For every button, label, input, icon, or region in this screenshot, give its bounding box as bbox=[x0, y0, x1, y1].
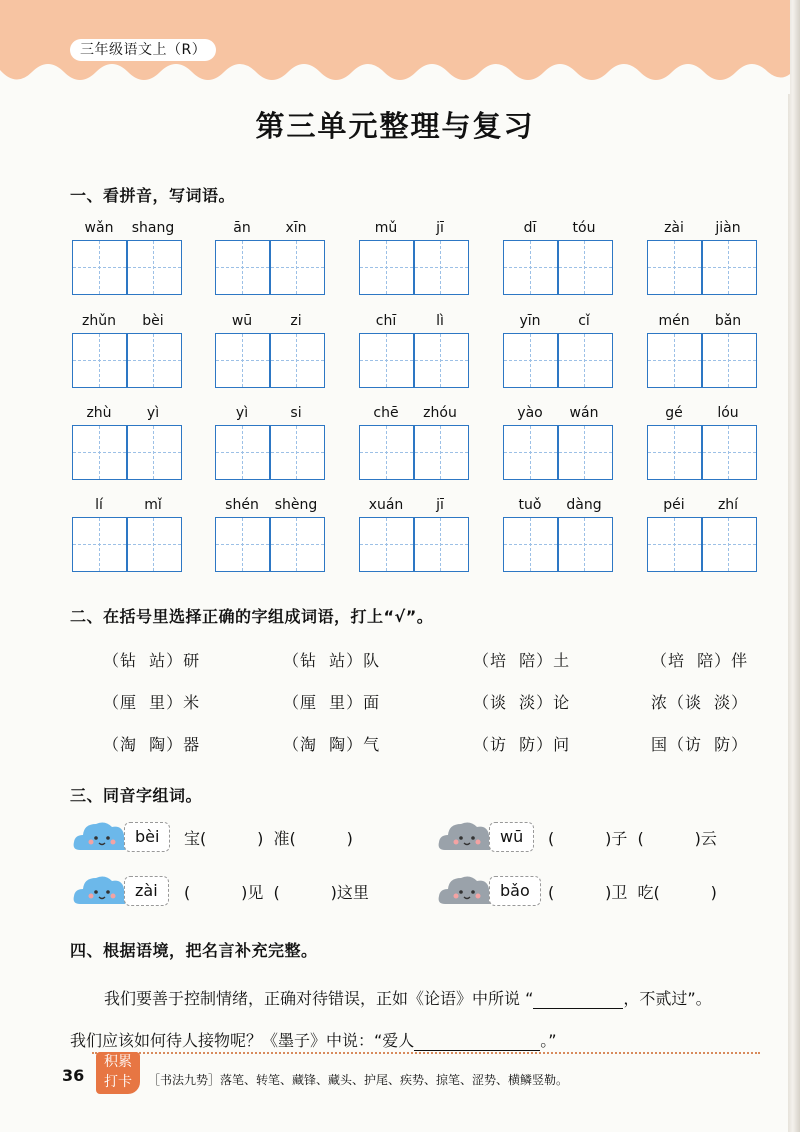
pinyin: cǐ bbox=[578, 313, 590, 329]
pinyin: shén bbox=[225, 497, 259, 513]
pinyin: chē bbox=[373, 405, 399, 421]
divider bbox=[92, 1052, 760, 1054]
section2-heading: 二、在括号里选择正确的字组成词语，打上“√”。 bbox=[70, 607, 434, 626]
pinyin: shèng bbox=[274, 497, 318, 513]
section1-heading: 一、看拼音，写词语。 bbox=[70, 186, 236, 205]
pinyin: zài bbox=[664, 220, 684, 236]
pinyin: péi bbox=[663, 497, 685, 513]
word-box bbox=[503, 219, 613, 294]
choice-item[interactable]: （培 陪）土 bbox=[473, 651, 571, 670]
word-box bbox=[72, 496, 182, 571]
homophone-blanks[interactable]: ( )子 ( )云 bbox=[548, 829, 717, 848]
choice-item[interactable]: （培 陪）伴 bbox=[651, 651, 749, 670]
pinyin: mén bbox=[658, 313, 690, 329]
pinyin: zhóu bbox=[423, 405, 457, 421]
pinyin: yì bbox=[235, 405, 249, 421]
word-box bbox=[503, 496, 613, 571]
pinyin-label: wū bbox=[489, 822, 534, 852]
pinyin: lì bbox=[436, 313, 444, 329]
tianzige-field[interactable] bbox=[215, 425, 325, 480]
pinyin: bǎn bbox=[714, 313, 742, 329]
choice-item[interactable]: 国（访 防） bbox=[651, 735, 749, 754]
pinyin-label: zài bbox=[124, 876, 169, 906]
page-edge bbox=[788, 0, 800, 1132]
choice-item[interactable]: （厘 里）面 bbox=[283, 693, 381, 712]
section3-heading: 三、同音字组词。 bbox=[70, 786, 203, 805]
pinyin: wán bbox=[569, 405, 599, 421]
word-box bbox=[647, 312, 757, 387]
pinyin: gé bbox=[665, 405, 683, 421]
badge-text: 打卡 bbox=[104, 1074, 132, 1090]
pinyin: zhǔn bbox=[82, 313, 116, 329]
pinyin: lí bbox=[95, 497, 103, 513]
pinyin: jī bbox=[436, 497, 444, 513]
tianzige-field[interactable] bbox=[359, 240, 469, 295]
tianzige-field[interactable] bbox=[359, 517, 469, 572]
word-box bbox=[503, 404, 613, 479]
quote-line-2 bbox=[70, 1028, 557, 1051]
section4-heading: 四、根据语境，把名言补充完整。 bbox=[70, 941, 318, 960]
choice-item[interactable]: 浓（谈 淡） bbox=[651, 693, 749, 712]
pinyin: mǐ bbox=[144, 497, 162, 513]
page-number: 36 bbox=[62, 1066, 85, 1085]
pinyin: ān bbox=[233, 220, 251, 236]
pinyin: shang bbox=[131, 220, 175, 236]
choice-item[interactable]: （淘 陶）气 bbox=[283, 735, 381, 754]
quote-line-1 bbox=[104, 986, 712, 1009]
word-box bbox=[503, 312, 613, 387]
badge-text: 积累 bbox=[104, 1054, 132, 1070]
word-box bbox=[647, 496, 757, 571]
pinyin: yì bbox=[146, 405, 160, 421]
quote-text: ，不贰过”。 bbox=[623, 989, 712, 1008]
word-box bbox=[359, 404, 469, 479]
choice-item[interactable]: （厘 里）米 bbox=[103, 693, 201, 712]
tianzige-field[interactable] bbox=[72, 333, 182, 388]
word-box bbox=[647, 404, 757, 479]
tianzige-field[interactable] bbox=[359, 333, 469, 388]
choice-item[interactable]: （钻 站）队 bbox=[283, 651, 381, 670]
pinyin: xuán bbox=[368, 497, 404, 513]
pinyin: mǔ bbox=[374, 220, 398, 236]
pinyin: jiàn bbox=[715, 220, 741, 236]
pinyin: yào bbox=[517, 405, 543, 421]
pinyin: wū bbox=[231, 313, 253, 329]
pinyin: si bbox=[290, 405, 302, 421]
pinyin: jī bbox=[436, 220, 444, 236]
pinyin: lóu bbox=[717, 405, 739, 421]
pinyin: bèi bbox=[142, 313, 164, 329]
pinyin: tóu bbox=[572, 220, 596, 236]
pinyin: dàng bbox=[566, 497, 602, 513]
word-box bbox=[215, 312, 325, 387]
book-tag: 三年级语文上（R） bbox=[70, 39, 216, 61]
word-box bbox=[215, 496, 325, 571]
word-box bbox=[72, 312, 182, 387]
tianzige-field[interactable] bbox=[503, 240, 613, 295]
word-box bbox=[215, 219, 325, 294]
word-box bbox=[359, 496, 469, 571]
pinyin: zhù bbox=[86, 405, 112, 421]
word-box bbox=[215, 404, 325, 479]
homophone-blanks[interactable]: ( )卫 吃( ) bbox=[548, 883, 717, 902]
pinyin: chī bbox=[375, 313, 397, 329]
pinyin: zhí bbox=[717, 497, 739, 513]
word-box bbox=[359, 312, 469, 387]
tianzige-field[interactable] bbox=[503, 425, 613, 480]
tianzige-field[interactable] bbox=[503, 517, 613, 572]
choice-item[interactable]: （谈 淡）论 bbox=[473, 693, 571, 712]
pinyin-label: bǎo bbox=[489, 876, 541, 906]
tianzige-field[interactable] bbox=[647, 240, 757, 295]
pinyin-label: bèi bbox=[124, 822, 170, 852]
pinyin: xīn bbox=[285, 220, 307, 236]
accumulate-badge bbox=[96, 1052, 140, 1094]
pinyin: wǎn bbox=[84, 220, 114, 236]
choice-item[interactable]: （淘 陶）器 bbox=[103, 735, 201, 754]
tianzige-field[interactable] bbox=[215, 240, 325, 295]
calligraphy-tip: ［书法九势］落笔、转笔、藏锋、藏头、护尾、疾势、掠笔、涩势、横鳞竖勒。 bbox=[148, 1073, 569, 1087]
tianzige-field[interactable] bbox=[647, 425, 757, 480]
tianzige-field[interactable] bbox=[215, 517, 325, 572]
homophone-blanks[interactable]: 宝( ) 准( ) bbox=[184, 829, 353, 848]
word-box bbox=[359, 219, 469, 294]
homophone-blanks[interactable]: ( )见 ( )这里 bbox=[184, 883, 369, 902]
word-box bbox=[72, 404, 182, 479]
pinyin: yīn bbox=[519, 313, 541, 329]
choice-item[interactable]: （访 防）问 bbox=[473, 735, 571, 754]
quote-text: 我们应该如何待人接物呢？《墨子》中说：“爱人 bbox=[70, 1031, 415, 1050]
tianzige-field[interactable] bbox=[215, 333, 325, 388]
tianzige-field[interactable] bbox=[72, 240, 182, 295]
quote-text: 我们要善于控制情绪，正确对待错误，正如《论语》中所说 “ bbox=[104, 989, 534, 1008]
quote-text: 。” bbox=[540, 1031, 557, 1050]
tianzige-field[interactable] bbox=[503, 333, 613, 388]
quote-blank[interactable] bbox=[533, 989, 623, 1009]
page-title: 第三单元整理与复习 bbox=[255, 109, 535, 143]
quote-blank[interactable] bbox=[414, 1031, 540, 1051]
pinyin: tuǒ bbox=[518, 497, 542, 513]
pinyin: zi bbox=[290, 313, 302, 329]
tianzige-field[interactable] bbox=[359, 425, 469, 480]
pinyin: dī bbox=[523, 220, 537, 236]
word-box bbox=[72, 219, 182, 294]
tianzige-field[interactable] bbox=[72, 425, 182, 480]
choice-item[interactable]: （钻 站）研 bbox=[103, 651, 201, 670]
tianzige-field[interactable] bbox=[647, 333, 757, 388]
word-box bbox=[647, 219, 757, 294]
tianzige-field[interactable] bbox=[647, 517, 757, 572]
tianzige-field[interactable] bbox=[72, 517, 182, 572]
